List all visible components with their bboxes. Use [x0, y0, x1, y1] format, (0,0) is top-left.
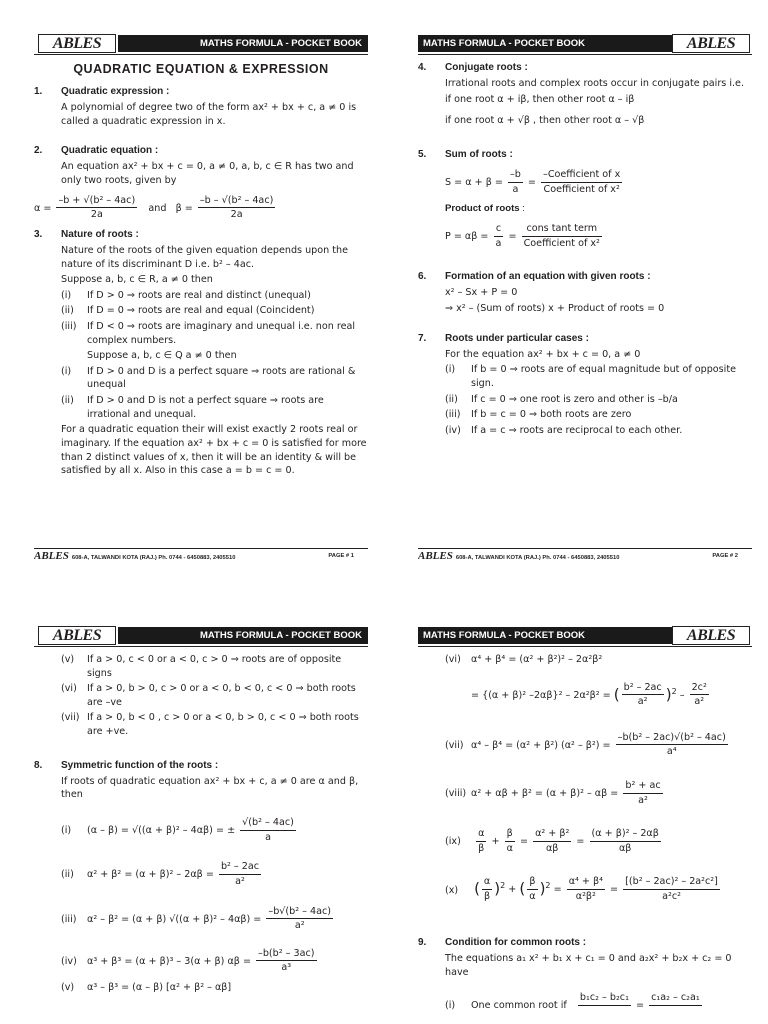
paragraph: If roots of quadratic equation ax² + bx + c, a ≠ 0 are α and β, then — [61, 775, 359, 801]
formula-row: (i) One common root if b₁c₂ – b₂c₁ = c₁a₂ – c₂a₁ — [445, 992, 700, 1012]
paragraph: Suppose a, b, c ∈ Q a ≠ 0 then — [87, 350, 237, 362]
list-item: (v) If a > 0, c < 0 or a < 0, c > 0 ⇒ roots are of opposite signs — [61, 654, 342, 679]
section-heading: 6. Formation of an equation with given roots : — [418, 271, 651, 283]
formula-row: (ii) α² + β² = (α + β)² – 2αβ = $\frac{\text{b² – 2ac}}{\text{a²}}$ — [61, 861, 260, 887]
list-item: (ii) If D = 0 ⇒ roots are real and equal (Coincident) — [61, 305, 315, 317]
footer-logo: ABLES — [34, 550, 69, 562]
list-item: (ii) If D > 0 and D is not a perfect square ⇒ roots are irrational and unequal. — [61, 395, 324, 420]
list-item: (vii) If a > 0, b < 0 , c > 0 or a < 0, b > 0, c < 0 ⇒ both roots are +ve. — [61, 712, 359, 738]
section-heading: 2. Quadratic equation : — [34, 145, 159, 157]
page-4 — [418, 626, 752, 1024]
paragraph: if one root α + iβ, then other root α – iβ — [445, 93, 635, 105]
formula-row: (iv) α³ + β³ = (α + β)³ – 3(α + β) αβ = $\frac{\text{–b(b² – 3ac)}}{\text{a³}}$ — [61, 947, 315, 974]
paragraph: An equation ax² + bx + c = 0, a ≠ 0, a, b, c ∈ R has two and only two roots, given by — [61, 161, 354, 186]
ables-logo: ABLES — [38, 626, 116, 645]
page-1 — [34, 34, 368, 564]
formula-row: = {(α + β)² –2αβ}² – 2α²β² = ( $\frac{\text{b² – 2ac}}{\text{a²}}$ )$^2$ – $\frac{\text{2c²}}{\text{a²}}$ — [471, 681, 707, 708]
sum-formula: S = α + β = $\frac{-b}{a}$ = $\frac{\text{–Coefficient of x}}{\text{Coefficient of x²}}$ — [445, 169, 621, 195]
header-title: MATHS FORMULA - POCKET BOOK — [118, 35, 368, 52]
page-number: PAGE # 1 — [328, 553, 354, 559]
section-heading: 7. Roots under particular cases : — [418, 332, 589, 344]
roots-formula: α = $\frac{\text{–b + √(b² – 4ac)}}{2a}$ and β = $\frac{\text{–b – √(b² – 4ac)}}{2a}$ — [34, 194, 274, 221]
paragraph: For the equation ax² + bx + c = 0, a ≠ 0 — [445, 348, 641, 360]
section-heading: 9. Condition for common roots : — [418, 936, 587, 948]
paragraph: The equations a₁ x² + b₁ x + c₁ = 0 and a₂x² + b₂x + c₂ = 0 have — [445, 952, 732, 978]
ables-logo: ABLES — [672, 626, 750, 645]
page-footer: ABLES 608-A, TALWANDI KOTA (RAJ.) Ph. 0744 - 6450883, 2405510 PAGE # 2 — [418, 548, 752, 564]
product-formula: P = αβ = $\frac{c}{a}$ = $\frac{\text{cons tant term}}{\text{Coefficient of x²}}$ — [445, 223, 600, 249]
formula-row: (vii) α⁴ – β⁴ = (α² + β²) (α² – β²) = $\frac{\text{–b(b² – 2ac)√(b² – 4ac)}}{\text{a⁴}}$ — [445, 731, 726, 758]
section-heading: 8. Symmetric function of the roots : — [34, 759, 219, 771]
formula-row: (x) ( $\frac{\alpha}{\beta}$ )$^2$ + ( $\frac{\beta}{\alpha}$ )$^2$ = $\frac{\text{α⁴ + β⁴}}{\text{α²β²}}$ = $\frac{\text{[(b² – 2ac)² – 2a²c²]}}{\text{a²c²}}$ — [445, 876, 718, 903]
page-header — [34, 34, 368, 55]
header-title: MATHS FORMULA - POCKET BOOK — [118, 627, 368, 644]
page-footer: ABLES 608-A, TALWANDI KOTA (RAJ.) Ph. 0744 - 6450883, 2405510 PAGE # 1 — [34, 548, 368, 564]
list-item: (iv) If a = c ⇒ roots are reciprocal to each other. — [445, 424, 683, 436]
paragraph: Suppose a, b, c ∈ R, a ≠ 0 then — [61, 274, 213, 286]
formula-row: (ix) $\frac{\alpha}{\beta}$ + $\frac{\beta}{\alpha}$ = $\frac{\text{α² + β²}}{\alpha\beta}$ = $\frac{\text{(α + β)² – 2αβ}}{\alpha\beta}$ — [445, 828, 659, 854]
page-header — [418, 626, 752, 647]
paragraph: if one root α + √β , then other root α – √β — [445, 115, 645, 127]
list-item: (i) If D > 0 ⇒ roots are real and distinct (unequal) — [61, 289, 311, 301]
paragraph: x² – Sx + P = 0 — [445, 287, 518, 299]
section-heading: 3. Nature of roots : — [34, 228, 139, 240]
page-3 — [34, 626, 368, 1024]
section-heading: 4. Conjugate roots : — [418, 62, 528, 73]
ables-logo: ABLES — [672, 34, 750, 53]
paragraph: Nature of the roots of the given equation depends upon the nature of its discriminant D i.e. b² – 4ac. — [61, 244, 349, 270]
formula-row: (iii) α² – β² = (α + β) √((α + β)² – 4αβ) = $\frac{\text{–b√(b² – 4ac)}}{\text{a²}}$ — [61, 905, 331, 932]
section-heading: 5. Sum of roots : — [418, 149, 513, 161]
page-number: PAGE # 2 — [712, 553, 738, 559]
formula-row: (v) α³ – β³ = (α – β) [α² + β² – αβ] — [61, 981, 232, 993]
list-item: (iii) If b = c = 0 ⇒ both roots are zero — [445, 409, 632, 421]
list-item: (ii) If c = 0 ⇒ one root is zero and other is –b/a — [445, 393, 678, 405]
header-title: MATHS FORMULA - POCKET BOOK — [418, 35, 682, 52]
paragraph: ⇒ x² – (Sum of roots) x + Product of roots = 0 — [445, 303, 665, 315]
formula-row: (i) (α – β) = √((α + β)² – 4αβ) = ± $\frac{\text{√(b² – 4ac)}}{a}$ — [61, 817, 294, 843]
page-2 — [418, 34, 752, 564]
formula-row: (viii) α² + αβ + β² = (α + β)² – αβ = $\frac{\text{b² + ac}}{\text{a²}}$ — [445, 780, 661, 806]
page-header — [34, 626, 368, 647]
section-heading: 1. Quadratic expression : — [34, 85, 170, 97]
subheading: Product of roots : — [445, 203, 525, 215]
list-item: (i) If D > 0 and D is a perfect square ⇒ roots are rational & unequal — [61, 365, 356, 391]
list-item: (iii) If D < 0 ⇒ roots are imaginary and unequal i.e. non real complex numbers. — [61, 321, 356, 346]
footer-logo: ABLES — [418, 550, 453, 562]
page-header — [418, 34, 752, 55]
formula-row: (vi) α⁴ + β⁴ = (α² + β²)² – 2α²β² — [445, 654, 603, 665]
paragraph: Irrational roots and complex roots occur in conjugate pairs i.e. — [445, 78, 745, 90]
header-title: MATHS FORMULA - POCKET BOOK — [418, 627, 682, 644]
paragraph: A polynomial of degree two of the form ax² + bx + c, a ≠ 0 is called a quadratic expression in x. — [61, 101, 357, 127]
list-item: (vi) If a > 0, b > 0, c > 0 or a < 0, b < 0, c < 0 ⇒ both roots are –ve — [61, 683, 356, 708]
ables-logo: ABLES — [38, 34, 116, 53]
page-title: QUADRATIC EQUATION & EXPRESSION — [73, 62, 329, 76]
list-item: (i) If b = 0 ⇒ roots are of equal magnitude but of opposite sign. — [445, 364, 737, 390]
paragraph: For a quadratic equation their will exist exactly 2 roots real or imaginary. If the equation ax² + bx + c = 0 is satisfied for more than 2 distinct values of x, then it will be an identity & will be satisfied by all x. Also in this case a = b = c = 0. — [61, 424, 367, 477]
